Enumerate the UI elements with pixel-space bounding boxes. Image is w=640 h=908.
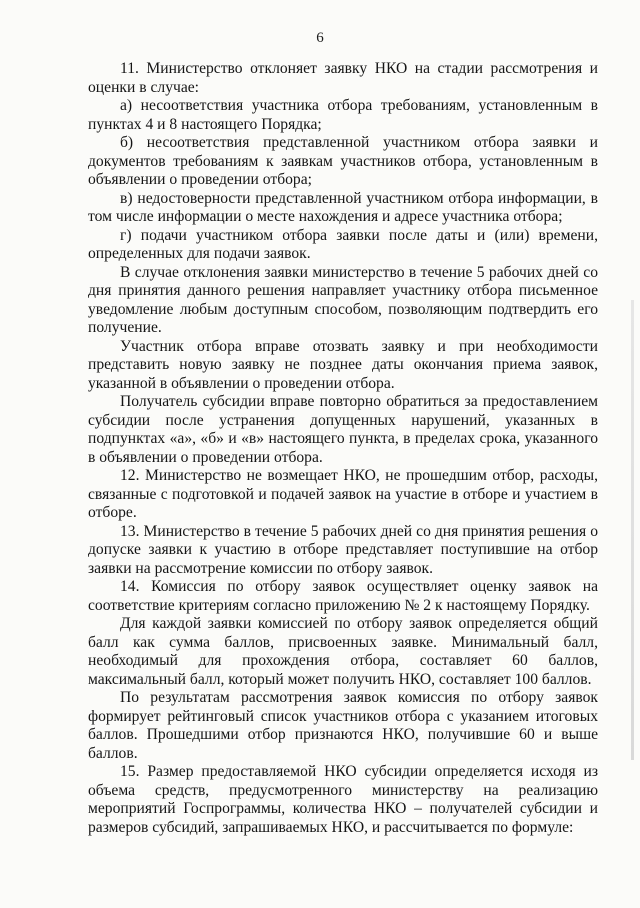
scan-edge-shadow [631, 300, 634, 760]
paragraph-11v: в) недостоверности представленной участником отбора информации, в том числе информации о месте нахождения и адресе участника отбора; [88, 189, 598, 225]
paragraph-13: 13. Министерство в течение 5 рабочих дней со дня принятия решения о допуске заявки к участию в отборе представляет поступившие на отбор заявки на рассмотрение комиссии по отбору заявок. [88, 522, 598, 577]
paragraph-11: 11. Министерство отклоняет заявку НКО на стадии рассмотрения и оценки в случае: [88, 60, 598, 96]
page-number: 6 [316, 30, 324, 46]
paragraph-reapply: Получатель субсидии вправе повторно обратиться за предоставлением субсидии после устранения допущенных нарушений, указанных в подпунктах «а», «б» и «в» настоящего пункта, в пределах срока, указанного в объявлении о проведении отбора. [88, 393, 598, 466]
paragraph-withdraw-application: Участник отбора вправе отозвать заявку и при необходимости представить новую заявку не позднее даты окончания приема заявок, указанной в объявлении о проведении отбора. [88, 337, 598, 392]
paragraph-12: 12. Министерство не возмещает НКО, не прошедшим отбор, расходы, связанные с подготовкой и подачей заявок на участие в отборе и участием в отборе. [88, 467, 598, 521]
paragraph-11b: б) несоответствия представленной участником отбора заявки и документов требованиям к заявкам участников отбора, установленным в объявлении о проведении отбора; [88, 134, 598, 188]
paragraph-rejection-notice: В случае отклонения заявки министерство в течение 5 рабочих дней со дня принятия данного решения направляет участнику отбора письменное уведомление любым доступным способом, позволяющим подтвердить его получение. [88, 263, 598, 336]
paragraph-11a: а) несоответствия участника отбора требованиям, установленным в пунктах 4 и 8 настоящего Порядка; [88, 97, 598, 133]
document-body [88, 60, 598, 837]
paragraph-14: 14. Комиссия по отбору заявок осуществляет оценку заявок на соответствие критериям согласно приложению № 2 к настоящему Порядку. [88, 578, 598, 614]
paragraph-rating-list: По результатам рассмотрения заявок комиссия по отбору заявок формирует рейтинговый список участников отбора с указанием итоговых баллов. Прошедшими отбор признаются НКО, получившие 60 и выше баллов. [88, 689, 598, 762]
paragraph-11g: г) подачи участником отбора заявки после даты и (или) времени, определенных для подачи заявок. [88, 226, 598, 262]
paragraph-scoring: Для каждой заявки комиссией по отбору заявок определяется общий балл как сумма баллов, присвоенных заявке. Минимальный балл, необходимый для прохождения отбора, составляет 60 баллов, максимальный балл, который может получить НКО, составляет 100 баллов. [88, 615, 598, 688]
paragraph-15: 15. Размер предоставляемой НКО субсидии определяется исходя из объема средств, предусмотренного министерству на реализацию мероприятий Госпрограммы, количества НКО – получателей субсидии и размеров субсидий, запрашиваемых НКО, и рассчитывается по формуле: [88, 763, 598, 836]
